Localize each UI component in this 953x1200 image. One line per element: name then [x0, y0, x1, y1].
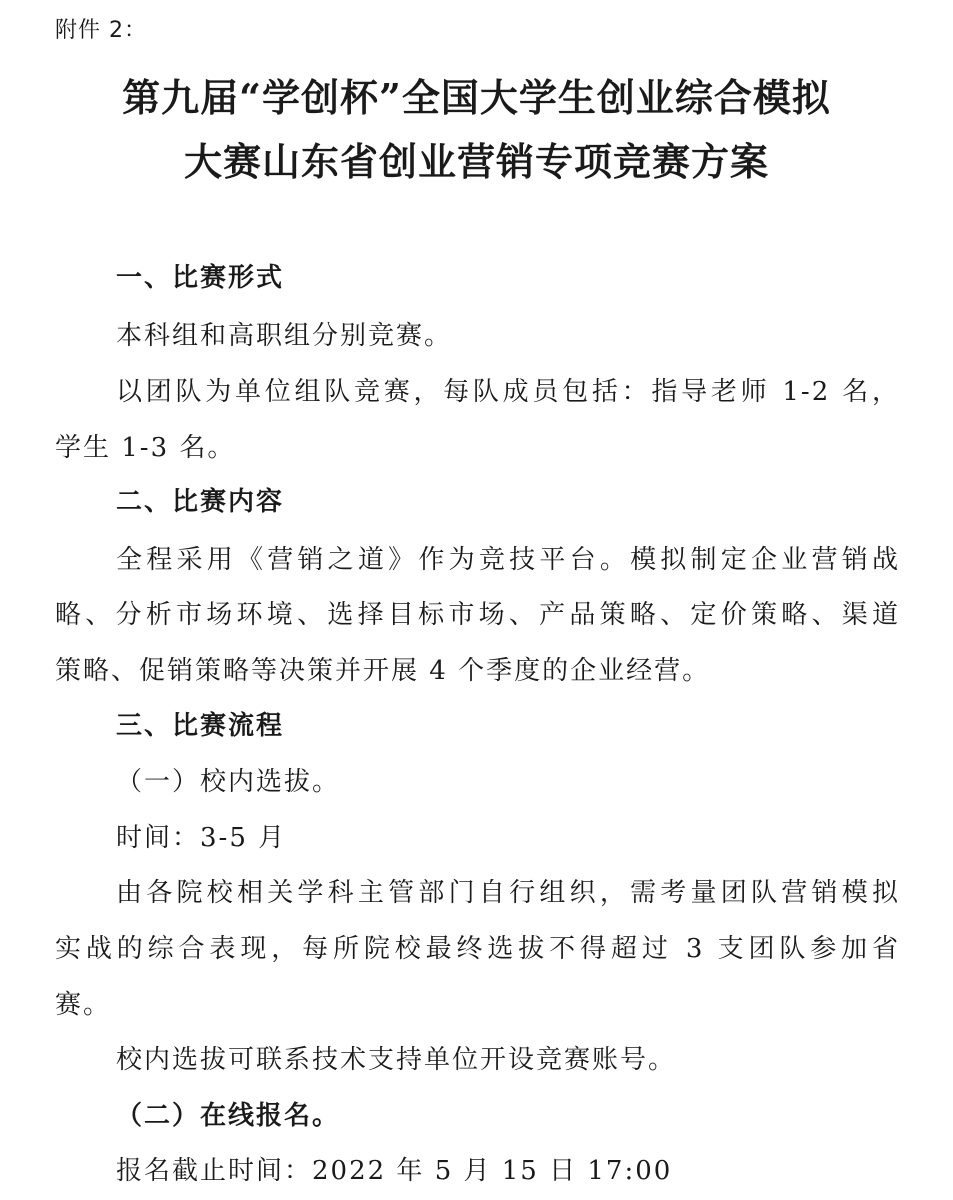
- attachment-label: 附件 2：: [55, 18, 147, 43]
- section-heading-content: 二、比赛内容: [116, 487, 285, 517]
- paragraph-account: 校内选拔可联系技术支持单位开设竞赛账号。: [116, 1045, 677, 1075]
- registration-deadline: 报名截止时间：2022 年 5 月 15 日 17:00: [116, 1156, 673, 1186]
- paragraph-selection-line-2: 实战的综合表现，每所院校最终选拔不得超过 3 支团队参加省: [55, 934, 900, 964]
- paragraph-selection-line-1: 由各院校相关学科主管部门自行组织，需考量团队营销模拟: [116, 878, 900, 908]
- paragraph-platform-line-2: 略、分析市场环境、选择目标市场、产品策略、定价策略、渠道: [55, 600, 900, 630]
- subsection-heading-registration: （二）在线报名。: [116, 1101, 341, 1131]
- paragraph-team-line-2: 学生 1-3 名。: [55, 433, 236, 463]
- selection-time: 时间：3-5 月: [116, 823, 287, 853]
- paragraph-team-line-1: 以团队为单位组队竞赛，每队成员包括：指导老师 1-2 名，: [116, 377, 900, 407]
- paragraph-platform-line-1: 全程采用《营销之道》作为竞技平台。模拟制定企业营销战: [116, 545, 900, 575]
- paragraph-groups: 本科组和高职组分别竞赛。: [116, 321, 453, 351]
- section-heading-process: 三、比赛流程: [116, 711, 285, 741]
- section-heading-format: 一、比赛形式: [116, 263, 285, 293]
- subsection-heading-campus-selection: （一）校内选拔。: [116, 767, 341, 797]
- paragraph-selection-line-3: 赛。: [55, 990, 112, 1020]
- paragraph-platform-line-3: 策略、促销策略等决策并开展 4 个季度的企业经营。: [55, 656, 711, 686]
- document-title-line-1: 第九届“学创杯”全国大学生创业综合模拟: [122, 75, 831, 120]
- document-title-line-2: 大赛山东省创业营销专项竞赛方案: [183, 139, 769, 184]
